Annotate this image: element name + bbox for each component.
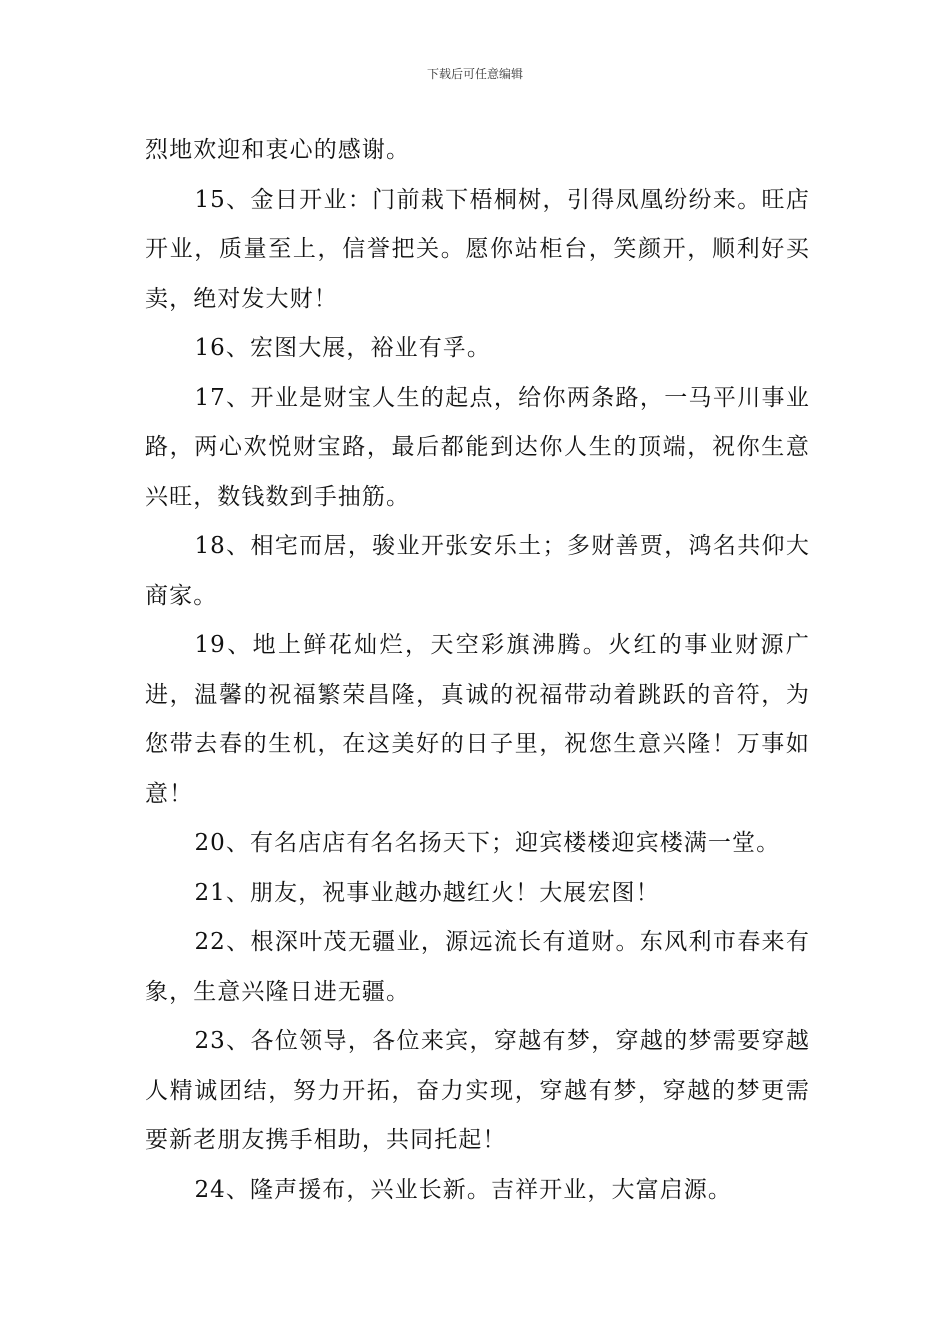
paragraph-item-17: 17、开业是财宝人生的起点，给你两条路，一马平川事业路，两心欢悦财宝路，最后都能到达你人生的顶端，祝你生意兴旺，数钱数到手抽筋。 <box>145 384 810 510</box>
paragraph-item-16: 16、宏图大展，裕业有孚。 <box>194 335 492 361</box>
paragraph-item-20: 20、有名店店有名名扬天下；迎宾楼楼迎宾楼满一堂。 <box>194 830 781 856</box>
paragraph-item-24: 24、隆声援布，兴业长新。吉祥开业，大富启源。 <box>194 1176 733 1203</box>
paragraph-item-19: 19、地上鲜花灿烂，天空彩旗沸腾。火红的事业财源广进，温馨的祝福繁荣昌隆，真诚的祝福带动着跳跃的音符，为您带去春的生机，在这美好的日子里，祝您生意兴隆！万事如意！ <box>145 632 810 807</box>
paragraph-item-15: 15、金日开业：门前栽下梧桐树，引得凤凰纷纷来。旺店开业，质量至上，信誉把关。愿你站柜台，笑颜开，顺利好买卖，绝对发大财！ <box>145 186 810 312</box>
paragraph-item-22: 22、根深叶茂无疆业，源远流长有道财。东风利市春来有象，生意兴隆日进无疆。 <box>145 929 810 1005</box>
paragraph-item-18: 18、相宅而居，骏业开张安乐土；多财善贾，鸿名共仰大商家。 <box>145 533 810 609</box>
document-body <box>145 126 810 1215</box>
paragraph-item-21: 21、朋友，祝事业越办越红火！大展宏图！ <box>194 879 660 906</box>
page-header-note: 下载后可任意编辑 <box>426 67 523 81</box>
paragraph-continuation: 烈地欢迎和衷心的感谢。 <box>145 137 411 163</box>
paragraph-item-23: 23、各位领导，各位来宾，穿越有梦，穿越的梦需要穿越人精诚团结，努力开拓，奋力实现，穿越有梦，穿越的梦更需要新老朋友携手相助，共同托起！ <box>145 1028 810 1153</box>
